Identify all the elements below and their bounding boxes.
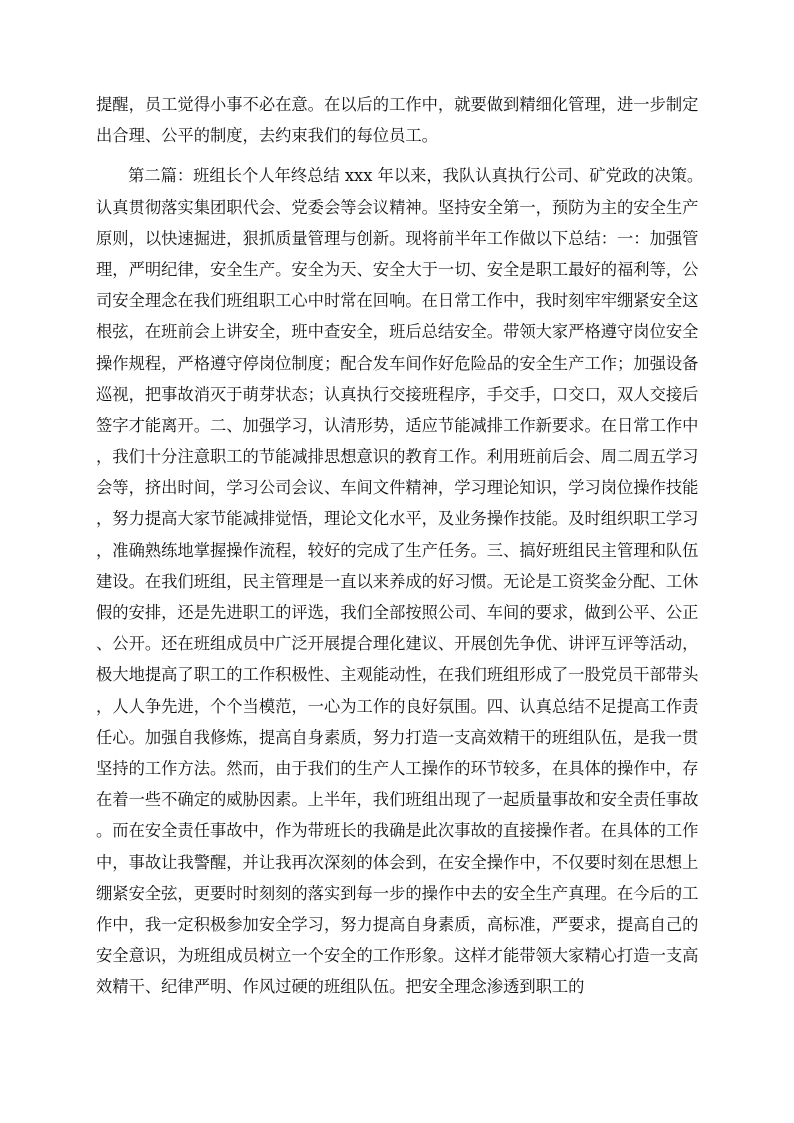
text-line: 原则，以快速掘进，狠抓质量管理与创新。现将前半年工作做以下总结：一：加强管: [96, 228, 699, 248]
text-line: 巡视，把事故消灭于萌芽状态；认真执行交接班程序，手交手，口交口，双人交接后: [96, 384, 699, 404]
text-line: 坚持的工作方法。然而，由于我们的生产人工操作的环节较多，在具体的操作中，存: [96, 758, 699, 778]
text-line: 操作规程，严格遵守停岗位制度；配合发车间作好危险品的安全生产工作；加强设备: [96, 353, 699, 373]
text-line: 司安全理念在我们班组职工心中时常在回响。在日常工作中，我时刻牢牢绷紧安全这: [96, 291, 699, 311]
text-line: 根弦，在班前会上讲安全，班中查安全，班后总结安全。带领大家严格遵守岗位安全: [96, 322, 699, 342]
text-line: 第二篇：班组长个人年终总结 xxx 年以来，我队认真执行公司、矿党政的决策。: [128, 166, 704, 186]
document-body: [96, 89, 716, 1002]
paragraph-spacer: [96, 151, 716, 160]
text-line: ，我们十分注意职工的节能减排思想意识的教育工作。利用班前后会、周二周五学习: [96, 447, 699, 467]
text-line: 任心。加强自我修炼，提高自身素质，努力打造一支高效精干的班组队伍，是我一贯: [96, 727, 699, 747]
text-line: 假的安排，还是先进职工的评选，我们全部按照公司、车间的要求，做到公平、公正: [96, 603, 699, 622]
text-line: 理，严明纪律，安全生产。安全为天、安全大于一切、安全是职工最好的福利等，公: [96, 259, 699, 279]
text-line: 中，事故让我警醒，并让我再次深刻的体会到，在安全操作中，不仅要时刻在思想上: [96, 852, 699, 872]
paragraph-1: [96, 89, 716, 151]
text-line: 极大地提高了职工的工作积极性、主观能动性，在我们班组形成了一股党员干部带头: [96, 665, 699, 685]
text-line: 绷紧安全弦，更要时时刻刻的落实到每一步的操作中去的安全生产真理。在今后的工: [96, 883, 699, 903]
text-line: 签字才能离开。二、加强学习，认清形势，适应节能减排工作新要求。在日常工作中: [96, 415, 699, 435]
text-line: 、公开。还在班组成员中广泛开展提合理化建议、开展创先争优、讲评互评等活动，: [96, 634, 699, 654]
text-line: 效精干、纪律严明、作风过硬的班组队伍。把安全理念渗透到职工的: [96, 977, 585, 997]
paragraph-2: [96, 160, 716, 1002]
text-line: 在着一些不确定的威胁因素。上半年，我们班组出现了一起质量事故和安全责任事故: [96, 790, 699, 810]
text-line: 会等，挤出时间，学习公司会议、车间文件精神，学习理论知识，学习岗位操作技能: [96, 478, 699, 498]
text-line: ，准确熟练地掌握操作流程，较好的完成了生产任务。三、搞好班组民主管理和队伍: [96, 540, 699, 560]
text-line: 认真贯彻落实集团职代会、党委会等会议精神。坚持安全第一，预防为主的安全生产: [96, 197, 699, 217]
text-line: 作中，我一定积极参加安全学习，努力提高自身素质，高标准，严要求，提高自己的: [96, 914, 699, 934]
text-line: ，努力提高大家节能减排觉悟，理论文化水平，及业务操作技能。及时组织职工学习: [96, 509, 699, 529]
text-line: ，人人争先进，个个当模范，一心为工作的良好氛围。四、认真总结不足提高工作责: [96, 696, 699, 716]
text-line: 安全意识，为班组成员树立一个安全的工作形象。这样才能带领大家精心打造一支高: [96, 946, 699, 966]
text-line: 提醒，员工觉得小事不必在意。在以后的工作中，就要做到精细化管理，进一步制定: [96, 95, 699, 114]
text-line: 建设。在我们班组，民主管理是一直以来养成的好习惯。无论是工资奖金分配、工休: [96, 571, 699, 591]
text-line: 。而在安全责任事故中，作为带班长的我确是此次事故的直接操作者。在具体的工作: [96, 821, 699, 841]
text-line: 出合理、公平的制度，去约束我们的每位员工。: [96, 126, 438, 146]
